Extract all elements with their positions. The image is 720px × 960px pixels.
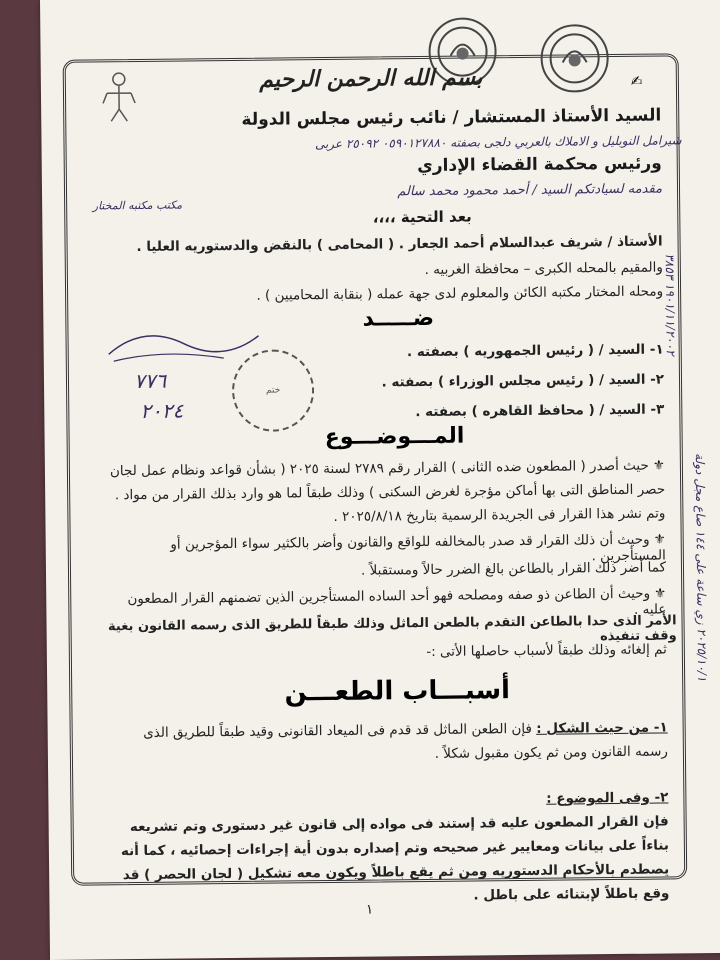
handwritten-nums-1: ٧٧٦ [133, 368, 167, 394]
grounds-item2-text: فإن القرار المطعون عليه قد إستند فى مواده إلى قانون غير دستورى وتم تشريعه بناءاً على بيانات ومعايير غير صحيحه وتم إصداره بدون أية إجراءات إحصائيه ، كما أنه يصطدم بالأحكام الدستوريه ومن ثم يقع باطلاً ويكون معه تشكيل ( لجان الحصر ) قد وقع باطلاً لإبتنائه على باطل . [120, 813, 670, 904]
salutation: بعد التحية ،،،، [372, 207, 472, 227]
handwritten-line1: شيرامل النوبليل و الاملاك بالعربي دلجى بصفته ٠٥٩٠١٢٧٨٨٠ ٢٥٠٩٢ عربى [314, 133, 682, 152]
defendant-item-3: ٣- السيد / ( محافظ القاهره ) بصفته . [415, 401, 665, 421]
bullet-icon: ⚜ [653, 531, 666, 548]
residence-line: والمقيم بالمحله الكبرى – محافظة الغربيه . [424, 259, 663, 278]
bullet-icon: ⚜ [654, 585, 667, 602]
subject-p3: كما أضر ذلك القرار بالطاعن بالغ الضرر حالاً ومستقبلاً . [360, 559, 667, 579]
grounds-item1-label: ١- من حيث الشكل : [536, 719, 668, 737]
office-line: ومحله المختار مكتبه الكائن والمعلوم لدى جهة عمله ( بنقابة المحاميين ) . [256, 283, 664, 304]
subject-p4-text: وحيث أن الطاعن ذو صفه ومصلحه فهو أحد الساده المستأجرين الذين تضمنهم القرار المطعون عليه . [127, 585, 667, 618]
bullet-icon: ⚜ [652, 457, 665, 474]
defendants-title: ضـــــد [362, 305, 435, 332]
subject-p6: ثم إلغائه وذلك طبقاً لأسباب حاصلها الأتى :- [426, 641, 667, 660]
grounds-item1-text: فإن الطعن الماثل قد قدم فى الميعاد القانونى وقيد طبقاً للطريق الذى رسمه القانون ومن ثم يكون مقبول شكلاً . [143, 720, 668, 762]
subject-title: المـــوضـــوع [324, 423, 465, 451]
subject-p1-text: حيث أصدر ( المطعون ضده الثانى ) القرار رقم ٢٧٨٩ لسنة ٢٠٢٥ ( بشأن قواعد ونظام عمل لجان حصر المناطق التى بها أماكن مؤجرة لغرض السكنى ) وذلك طبقاً لما هو وارد بذلك القرار من مواد . وتم نشر هذا القرار فى الجريدة الرسمية بتاريخ ٢٠٢٥/٨/١٨ . [109, 457, 666, 525]
seal-right-icon [540, 24, 609, 93]
handwritten-nums-2: ٢٠٢٤ [140, 398, 184, 423]
subject-p2-text: وحيث أن ذلك القرار قد صدر بالمخالفه للواقع والقانون وأضر بالكثير سواء المؤجرين أو المستأجرين . [170, 531, 666, 565]
page-number: ١ [365, 901, 374, 918]
grounds-title: أسبـــاب الطعـــن [284, 675, 511, 708]
official-stamp: ختم [232, 349, 315, 432]
margin-note-1: ١٩٠١/١١/٢٠٠٢ ٣٨٥٣ [662, 253, 678, 356]
handwritten-scribble-icon [103, 318, 264, 370]
subject-p5: الأمر الذى حدا بالطاعن التقدم بالطعن الماثل وذلك طبقاً للطريق الذى رسمه القانون بغية وقف تنفيذه [107, 613, 677, 645]
addressee-line2: ورئيس محكمة القضاء الإداري [417, 153, 662, 177]
subject-p1 [105, 453, 666, 531]
handwritten-line2: مقدمه لسيادتكم السيد / أحمد محمود محمد سالم [397, 181, 663, 200]
defendant-item-1: ١- السيد / ( رئيس الجمهوريه ) بصفته . [406, 341, 664, 361]
basmala: بسم الله الرحمن الرحيم [259, 65, 483, 93]
margin-note-2: ٢٠٢٥/١٠/١ زي ساعة على ١٤٤ صاع مجل دولة [692, 453, 710, 682]
corner-mark-icon: ✍ [630, 73, 643, 90]
justice-figure-icon [97, 69, 142, 123]
handwritten-line3: مكتب مكتبه المختار [92, 198, 183, 213]
lawyer-line-text: الأستاذ / شريف عبدالسلام أحمد الجعار . ( المحامى ) بالنقض والدستوريه العليا . [136, 233, 663, 256]
defendant-item-2: ٢- السيد / ( رئيس مجلس الوزراء ) بصفته . [381, 371, 665, 391]
grounds-item1 [108, 715, 668, 769]
grounds-item2-label: ٢- وفى الموضوع : [546, 789, 669, 807]
document-page [40, 0, 720, 960]
grounds-item2 [108, 785, 669, 911]
addressee-line1: السيد الأستاذ المستشار / نائب رئيس مجلس الدولة [241, 105, 662, 130]
